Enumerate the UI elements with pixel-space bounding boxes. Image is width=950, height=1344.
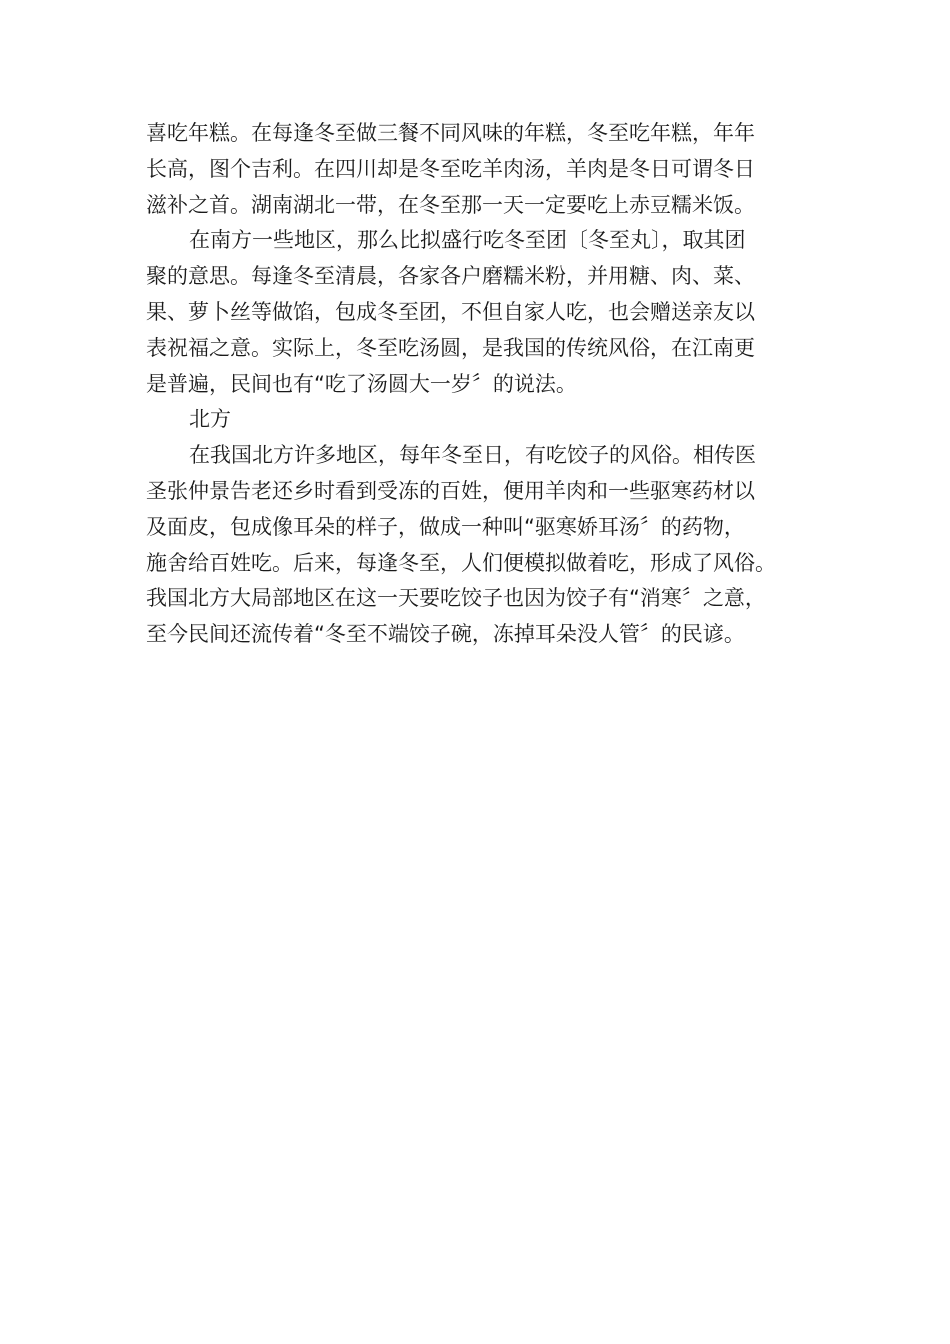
text-line: 果、萝卜丝等做馅，包成冬至团，不但自家人吃，也会赠送亲友以: [146, 299, 755, 324]
text-line: 是普遍，民间也有“吃了汤圆大一岁〞的说法。: [146, 371, 577, 396]
text-line: 及面皮，包成像耳朵的样子，做成一种叫“驱寒娇耳汤〞的药物，: [146, 514, 745, 539]
paragraph-2: [146, 223, 836, 402]
document-body: [146, 116, 836, 653]
section-heading-north: [146, 402, 836, 438]
section-heading: 北方: [189, 407, 231, 432]
text-line: 圣张仲景告老还乡时看到受冻的百姓，便用羊肉和一些驱寒药材以: [146, 478, 755, 503]
text-line: 至今民间还流传着“冬至不端饺子碗，冻掉耳朵没人管〞的民谚。: [146, 622, 745, 647]
text-line: 滋补之首。湖南湖北一带，在冬至那一天一定要吃上赤豆糯米饭。: [146, 192, 755, 217]
text-line: 施舍给百姓吃。后来，每逢冬至，人们便模拟做着吃，形成了风俗。: [146, 550, 776, 575]
text-line: 在我国北方许多地区，每年冬至日，有吃饺子的风俗。相传医: [189, 443, 756, 468]
text-line: 我国北方大局部地区在这一天要吃饺子也因为饺子有“消寒〞之意，: [146, 586, 766, 611]
text-line: 长高，图个吉利。在四川却是冬至吃羊肉汤，羊肉是冬日可谓冬日: [146, 156, 755, 181]
text-line: 喜吃年糕。在每逢冬至做三餐不同风味的年糕，冬至吃年糕，年年: [146, 121, 755, 145]
text-line: 聚的意思。每逢冬至清晨，各家各户磨糯米粉，并用糖、肉、菜、: [146, 264, 755, 289]
paragraph-3: [146, 438, 836, 653]
text-line: 表祝福之意。实际上，冬至吃汤圆，是我国的传统风俗，在江南更: [146, 335, 755, 360]
paragraph-1: [146, 116, 836, 223]
text-line: 在南方一些地区，那么比拟盛行吃冬至团〔冬至丸〕，取其团: [189, 228, 746, 253]
